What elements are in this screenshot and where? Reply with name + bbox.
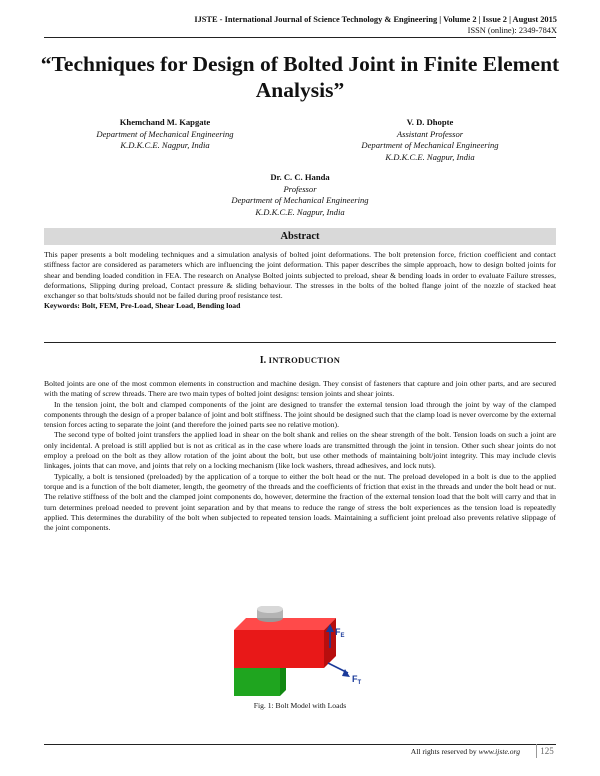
section-divider	[44, 342, 556, 343]
section-heading	[44, 355, 556, 366]
paragraph: In the tension joint, the bolt and clamped components of the joint are designed to transfer the external tension load through the joint by way of the clamped components through the design of a proper balance of joint and bolt stiffness. The joint should be designed such that the clamp load is never overcome by the external tension forces acting to separate the joint (and therefore the joined parts see no relative motion).	[44, 399, 556, 430]
issn-line: ISSN (online): 2349-784X	[467, 26, 557, 35]
abstract-body	[44, 250, 556, 312]
red-block-front	[234, 630, 324, 668]
author-dept: Department of Mechanical Engineering	[96, 128, 234, 139]
figure-caption: Fig. 1: Bolt Model with Loads	[253, 701, 347, 710]
author-role: Assistant Professor	[396, 128, 464, 139]
author-block-2	[330, 117, 530, 163]
footer-divider	[44, 744, 556, 745]
bolt-model-figure	[228, 606, 378, 700]
author-name: Khemchand M. Kapgate	[119, 117, 211, 127]
fe-label: $F_E$	[335, 627, 345, 639]
header-divider	[44, 37, 556, 38]
site-link[interactable]: www.ijste.org	[478, 747, 520, 756]
paragraph: Bolted joints are one of the most common elements in construction and machine design. They consist of fasteners that capture and join other parts, and are secured with the mating of screw threads. There are two main types of bolted joint designs: tension joints and shear joints.	[44, 379, 556, 399]
author-inst: K.D.K.C.E. Nagpur, India	[385, 151, 475, 162]
paragraph: Typically, a bolt is tensioned (preloaded) by the application of a torque to either the bolt head or the nut. The preload developed in a bolt is due to the applied torque and is a function of the bolt diameter, length, the geometry of the threads and the coefficients of friction that exist in the threads and under the bolt head or nut. The relative stiffness of the bolt and the clamped joint components do, however, determine the fraction of the external tension load that the bolt will carry and that in turn determines preload needed to prevent joint separation and by that means to reduce the range of stress the bolt experiences as the tension load is repeatedly applied. This determines the durability of the bolt when subjected to repeated tension loads. Maintaining a sufficient joint preload also prevents relative slippage of the joint components.	[44, 471, 556, 533]
author-block-3	[200, 172, 400, 218]
author-dept: Department of Mechanical Engineering	[231, 195, 369, 205]
page-number: 125	[536, 744, 557, 758]
author-name: V. D. Dhopte	[406, 117, 454, 127]
red-block-top	[234, 618, 336, 630]
author-inst: K.D.K.C.E. Nagpur, India	[120, 140, 210, 150]
rights-text: All rights reserved by	[410, 747, 477, 756]
section-title: INTRODUCTION	[268, 355, 341, 365]
author-inst: K.D.K.C.E. Nagpur, India	[255, 206, 345, 217]
abstract-text: This paper presents a bolt modeling techniques and a simulation analysis of bolted joint deformations. The bolt pretension force, friction coefficient and contact stiffness factor are considered as parameters which are influencing the joint deformation. This paper describes the simple approach, how to design bolted joints for shear and bending loaded condition in FEA. The research on Analyse Bolted joints subjected to preload, shear & bending loads in order to evaluate Failure stresses, deformations, Slipping during preload, Contact pressure & sliding behaviour. The stresses in the bolts of the bolted flange joint of the nozzle of stacked heat exchanger so that bolts/studs should not be failed during proof resistance test.	[44, 250, 556, 301]
author-role: Professor	[283, 183, 317, 194]
author-name: Dr. C. C. Handa	[270, 172, 330, 182]
abstract-heading: Abstract	[44, 228, 556, 245]
intro-body	[44, 379, 556, 533]
paper-title: “Techniques for Design of Bolted Joint in Finite Element Analysis”	[40, 52, 560, 102]
author-block-1	[70, 117, 260, 152]
paragraph: The second type of bolted joint transfers the applied load in shear on the bolt shank and relies on the shear strength of the bolt. Tension loads on such a joint are only incidental. A preload is still applied but is not as critical as in the case where loads are transmitted through the joint in tension. Other such shear joints do not employ a preload on the bolt as they allow rotation of the joint about the bolt, but use other methods of maintaining bolt/joint integrity. This may include clevis linkages, joints that can move, and joints that rely on a locking mechanism (like lock washers, thread adhesives, and lock nuts).	[44, 430, 556, 471]
journal-header: IJSTE - International Journal of Science Technology & Engineering | Volume 2 | Issue 2 | August 2015	[194, 15, 557, 24]
footer-rights	[411, 747, 520, 756]
author-dept: Department of Mechanical Engineering	[361, 140, 499, 150]
keywords: Keywords: Bolt, FEM, Pre-Load, Shear Load, Bending load	[44, 301, 241, 311]
section-number: I.	[259, 355, 267, 366]
ft-label: $F_T$	[352, 674, 362, 686]
